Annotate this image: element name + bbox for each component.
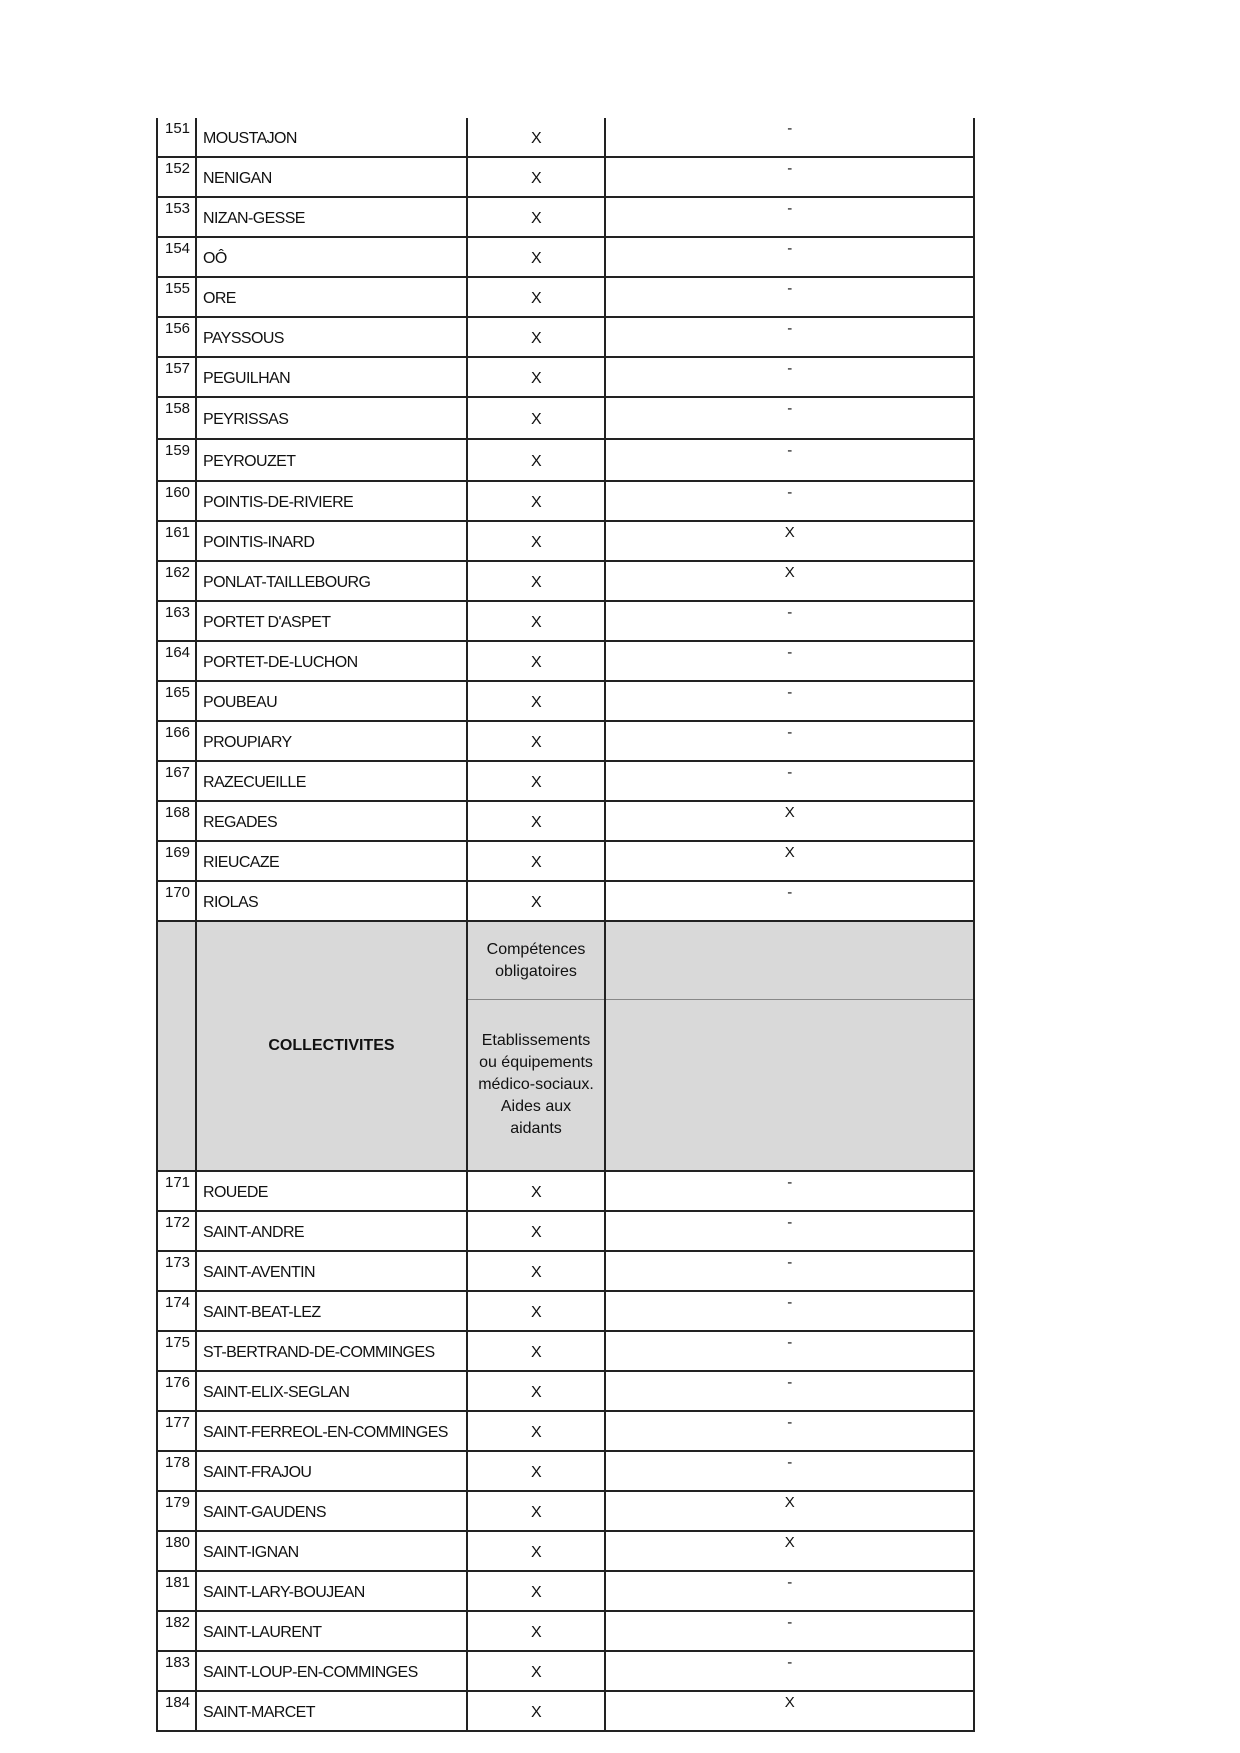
commune-name: ROUEDE — [196, 1171, 467, 1211]
commune-name: PEYROUZET — [196, 439, 467, 481]
table-row — [157, 317, 974, 357]
second-column-value: - — [605, 197, 974, 237]
competences-value: X — [467, 481, 605, 521]
table-row — [157, 601, 974, 641]
header-sub-line: Aides aux — [500, 1098, 572, 1115]
commune-name: REGADES — [196, 801, 467, 841]
second-column-value: - — [605, 439, 974, 481]
commune-name: MOUSTAJON — [196, 118, 467, 157]
second-column-value: X — [605, 841, 974, 881]
table-header-group — [157, 921, 974, 1171]
second-column-value: - — [605, 1611, 974, 1651]
commune-name: SAINT-BEAT-LEZ — [196, 1291, 467, 1331]
row-number: 163 — [157, 601, 196, 641]
table-row — [157, 1251, 974, 1291]
commune-name: SAINT-FRAJOU — [196, 1451, 467, 1491]
row-number: 156 — [157, 317, 196, 357]
table-row — [157, 118, 974, 157]
second-column-value: - — [605, 1371, 974, 1411]
commune-name: SAINT-LAURENT — [196, 1611, 467, 1651]
commune-name: RIEUCAZE — [196, 841, 467, 881]
table-row — [157, 1331, 974, 1371]
row-number: 158 — [157, 397, 196, 439]
competences-value: X — [467, 237, 605, 277]
header-competences-obligatoires — [467, 921, 605, 1000]
row-number: 151 — [157, 118, 196, 157]
header-sub-line: Etablissements — [481, 1032, 591, 1049]
row-number: 153 — [157, 197, 196, 237]
row-number: 178 — [157, 1451, 196, 1491]
commune-name: PEYRISSAS — [196, 397, 467, 439]
competences-value: X — [467, 118, 605, 157]
second-column-value: - — [605, 1291, 974, 1331]
second-column-value: X — [605, 561, 974, 601]
second-column-value: - — [605, 681, 974, 721]
row-number: 161 — [157, 521, 196, 561]
commune-name: ORE — [196, 277, 467, 317]
row-number: 179 — [157, 1491, 196, 1531]
second-column-value: - — [605, 1451, 974, 1491]
competences-value: X — [467, 317, 605, 357]
second-column-value: - — [605, 157, 974, 197]
commune-name: ST-BERTRAND-DE-COMMINGES — [196, 1331, 467, 1371]
second-column-value: - — [605, 118, 974, 157]
table-row — [157, 641, 974, 681]
second-column-value: - — [605, 721, 974, 761]
row-number: 155 — [157, 277, 196, 317]
competences-value: X — [467, 1251, 605, 1291]
second-column-value: - — [605, 1651, 974, 1691]
competences-value: X — [467, 841, 605, 881]
commune-name: PEGUILHAN — [196, 357, 467, 397]
competences-value: X — [467, 561, 605, 601]
competences-value: X — [467, 1611, 605, 1651]
table-row — [157, 1611, 974, 1651]
table-row — [157, 277, 974, 317]
row-number: 162 — [157, 561, 196, 601]
commune-name: SAINT-ANDRE — [196, 1211, 467, 1251]
second-column-value: - — [605, 1211, 974, 1251]
competences-value: X — [467, 801, 605, 841]
commune-name: POINTIS-DE-RIVIERE — [196, 481, 467, 521]
commune-name: POUBEAU — [196, 681, 467, 721]
table-row — [157, 561, 974, 601]
header-etablissements — [467, 1000, 605, 1172]
second-column-value: - — [605, 317, 974, 357]
second-column-value: - — [605, 1411, 974, 1451]
commune-name: PORTET D'ASPET — [196, 601, 467, 641]
row-number: 184 — [157, 1691, 196, 1731]
commune-name: SAINT-AVENTIN — [196, 1251, 467, 1291]
competences-value: X — [467, 681, 605, 721]
table-body-after — [157, 1171, 974, 1731]
table-row — [157, 439, 974, 481]
competences-value: X — [467, 1491, 605, 1531]
row-number: 167 — [157, 761, 196, 801]
second-column-value: - — [605, 357, 974, 397]
commune-name: POINTIS-INARD — [196, 521, 467, 561]
competences-value: X — [467, 397, 605, 439]
header-sub-line: aidants — [510, 1120, 562, 1137]
header-num-cell — [157, 921, 196, 1171]
table-row — [157, 521, 974, 561]
row-number: 180 — [157, 1531, 196, 1571]
header-col2-top — [605, 921, 974, 1000]
second-column-value: - — [605, 1171, 974, 1211]
second-column-value: - — [605, 1571, 974, 1611]
table-row — [157, 481, 974, 521]
table-row — [157, 1411, 974, 1451]
table-row — [157, 397, 974, 439]
commune-name: PONLAT-TAILLEBOURG — [196, 561, 467, 601]
row-number: 170 — [157, 881, 196, 921]
commune-name: RIOLAS — [196, 881, 467, 921]
competences-value: X — [467, 881, 605, 921]
commune-name: PORTET-DE-LUCHON — [196, 641, 467, 681]
competences-value: X — [467, 1531, 605, 1571]
table-row — [157, 681, 974, 721]
header-row — [157, 921, 974, 1000]
collectivites-table — [156, 118, 975, 1732]
table-row — [157, 197, 974, 237]
table-row — [157, 1491, 974, 1531]
table-row — [157, 1691, 974, 1731]
competences-value: X — [467, 1691, 605, 1731]
second-column-value: X — [605, 1491, 974, 1531]
table-body-before — [157, 118, 974, 921]
commune-name: OÔ — [196, 237, 467, 277]
table-row — [157, 1291, 974, 1331]
table-row — [157, 1171, 974, 1211]
second-column-value: - — [605, 761, 974, 801]
second-column-value: - — [605, 481, 974, 521]
second-column-value: - — [605, 641, 974, 681]
second-column-value: - — [605, 1331, 974, 1371]
commune-name: SAINT-ELIX-SEGLAN — [196, 1371, 467, 1411]
competences-value: X — [467, 1411, 605, 1451]
table-row — [157, 237, 974, 277]
competences-value: X — [467, 157, 605, 197]
row-number: 177 — [157, 1411, 196, 1451]
row-number: 168 — [157, 801, 196, 841]
row-number: 172 — [157, 1211, 196, 1251]
competences-value: X — [467, 277, 605, 317]
commune-name: SAINT-LOUP-EN-COMMINGES — [196, 1651, 467, 1691]
table-row — [157, 801, 974, 841]
table-row — [157, 157, 974, 197]
second-column-value: - — [605, 1251, 974, 1291]
row-number: 182 — [157, 1611, 196, 1651]
competences-value: X — [467, 1291, 605, 1331]
row-number: 169 — [157, 841, 196, 881]
row-number: 166 — [157, 721, 196, 761]
commune-name: RAZECUEILLE — [196, 761, 467, 801]
second-column-value: - — [605, 881, 974, 921]
row-number: 152 — [157, 157, 196, 197]
row-number: 159 — [157, 439, 196, 481]
second-column-value: X — [605, 521, 974, 561]
table-row — [157, 1211, 974, 1251]
competences-value: X — [467, 721, 605, 761]
competences-value: X — [467, 641, 605, 681]
second-column-value: X — [605, 1691, 974, 1731]
table-row — [157, 841, 974, 881]
commune-name: PROUPIARY — [196, 721, 467, 761]
table-row — [157, 761, 974, 801]
competences-value: X — [467, 521, 605, 561]
row-number: 183 — [157, 1651, 196, 1691]
commune-name: SAINT-MARCET — [196, 1691, 467, 1731]
table-row — [157, 1371, 974, 1411]
header-competences-line1: Compétences — [486, 940, 586, 958]
competences-value: X — [467, 439, 605, 481]
table-row — [157, 1651, 974, 1691]
table-row — [157, 1531, 974, 1571]
header-col2-bottom — [605, 1000, 974, 1172]
row-number: 175 — [157, 1331, 196, 1371]
row-number: 164 — [157, 641, 196, 681]
competences-value: X — [467, 1211, 605, 1251]
table-row — [157, 357, 974, 397]
competences-value: X — [467, 1651, 605, 1691]
commune-name: SAINT-FERREOL-EN-COMMINGES — [196, 1411, 467, 1451]
competences-value: X — [467, 761, 605, 801]
row-number: 176 — [157, 1371, 196, 1411]
table-row — [157, 881, 974, 921]
header-competences-line2: obligatoires — [495, 962, 577, 980]
second-column-value: X — [605, 801, 974, 841]
competences-value: X — [467, 1451, 605, 1491]
competences-value: X — [467, 197, 605, 237]
table-row — [157, 1571, 974, 1611]
competences-value: X — [467, 1571, 605, 1611]
row-number: 165 — [157, 681, 196, 721]
header-sub-line: ou équipements — [479, 1054, 593, 1071]
commune-name: SAINT-LARY-BOUJEAN — [196, 1571, 467, 1611]
commune-name: PAYSSOUS — [196, 317, 467, 357]
second-column-value: - — [605, 277, 974, 317]
row-number: 157 — [157, 357, 196, 397]
second-column-value: X — [605, 1531, 974, 1571]
row-number: 171 — [157, 1171, 196, 1211]
commune-name: NIZAN-GESSE — [196, 197, 467, 237]
second-column-value: - — [605, 397, 974, 439]
competences-value: X — [467, 357, 605, 397]
header-sub-line: médico-sociaux. — [478, 1076, 594, 1093]
table-row — [157, 721, 974, 761]
table-row — [157, 1451, 974, 1491]
second-column-value: - — [605, 237, 974, 277]
row-number: 160 — [157, 481, 196, 521]
row-number: 154 — [157, 237, 196, 277]
row-number: 174 — [157, 1291, 196, 1331]
header-collectivites: COLLECTIVITES — [196, 921, 467, 1171]
competences-value: X — [467, 1171, 605, 1211]
commune-name: NENIGAN — [196, 157, 467, 197]
document-page — [156, 118, 975, 1732]
competences-value: X — [467, 1371, 605, 1411]
commune-name: SAINT-IGNAN — [196, 1531, 467, 1571]
competences-value: X — [467, 601, 605, 641]
commune-name: SAINT-GAUDENS — [196, 1491, 467, 1531]
row-number: 181 — [157, 1571, 196, 1611]
row-number: 173 — [157, 1251, 196, 1291]
competences-value: X — [467, 1331, 605, 1371]
second-column-value: - — [605, 601, 974, 641]
